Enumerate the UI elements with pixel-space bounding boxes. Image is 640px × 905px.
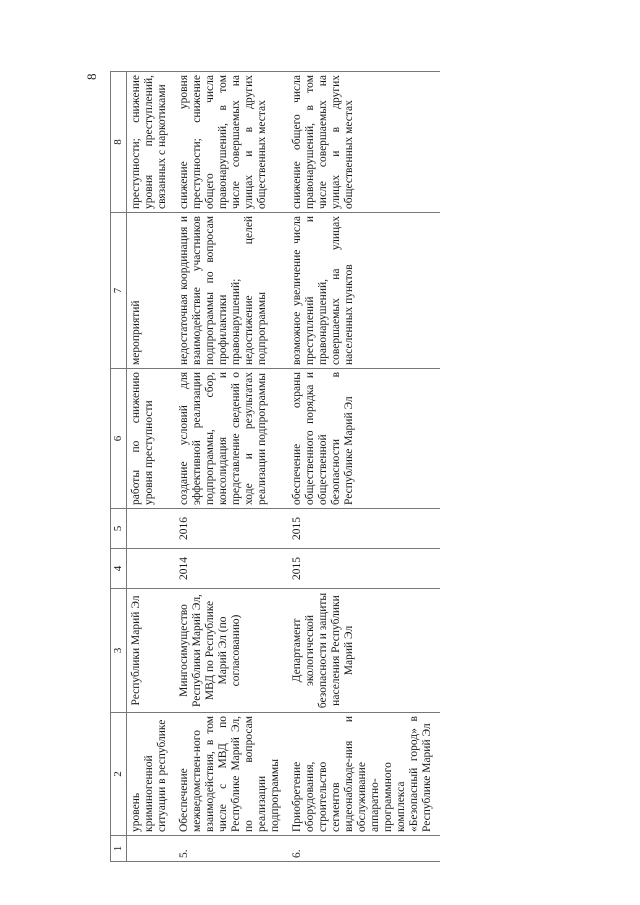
end-year: 2015 (288, 509, 440, 549)
rotated-table-container (110, 72, 570, 862)
page-number: 8 (84, 73, 99, 80)
start-year: 2014 (175, 549, 288, 589)
end-year (127, 509, 176, 549)
row-number: 5. (175, 836, 288, 862)
table-row (288, 72, 440, 862)
header-cell: 2 (111, 713, 127, 836)
table-row (175, 72, 288, 862)
responsible-executor: Республики Марий Эл (127, 589, 176, 713)
end-year: 2016 (175, 509, 288, 549)
related-indicators: снижение уровня преступности; снижение общего числа правонарушений, в том числе совершаемых на улицах и в других общественных местах (175, 72, 288, 213)
table-row (127, 72, 176, 862)
header-cell: 7 (111, 213, 127, 369)
table-header-row (111, 72, 127, 862)
header-cell: 4 (111, 549, 127, 589)
non-implementation-consequences: мероприятий (127, 213, 176, 369)
header-cell: 1 (111, 836, 127, 862)
header-cell: 3 (111, 589, 127, 713)
measures-table (110, 71, 440, 862)
non-implementation-consequences: возможное увеличение числа преступлений и правонарушений, совершаемых на улицах населенных пунктов (288, 213, 440, 369)
expected-result: создание условий для эффективной реализации подпрограммы, сбор, консолидация и представление сведений о ходе и результатах реализации подпрограммы (175, 369, 288, 509)
measure-name: Обеспечение межведомствен-ного взаимодействия, в том числе с МВД по Республике Марий Эл, по вопросам реализации подпрограммы (175, 713, 288, 836)
measure-name: уровень криминогенной ситуации в республике (127, 713, 176, 836)
related-indicators: снижение общего числа правонарушений, в том числе совершаемых на улицах и в других общественных местах (288, 72, 440, 213)
start-year: 2015 (288, 549, 440, 589)
measure-name: Приобретение оборудования, строительство сегментов видеонаблюде-ния и обслуживание аппаратно-программного комплекса «Безопасный город» в Республике Марий Эл (288, 713, 440, 836)
expected-result: обеспечение охраны общественного порядка и общественной безопасности в Республике Марий Эл (288, 369, 440, 509)
related-indicators: преступности; снижение уровня преступлений, связанных с наркотиками (127, 72, 176, 213)
header-cell: 5 (111, 509, 127, 549)
responsible-executor: Департамент экологической безопасности и защиты населения Республики Марий Эл (288, 589, 440, 713)
non-implementation-consequences: недостаточная координация и взаимодействие участников подпрограммы по вопросам профилактики правонарушений; недостижение целей подпрограммы (175, 213, 288, 369)
header-cell: 8 (111, 72, 127, 213)
responsible-executor: Мингосимущество Республики Марий Эл, МВД по Республике Марий Эл (по согласованию) (175, 589, 288, 713)
row-number: 6. (288, 836, 440, 862)
expected-result: работы по снижению уровня преступности (127, 369, 176, 509)
header-cell: 6 (111, 369, 127, 509)
row-number (127, 836, 176, 862)
start-year (127, 549, 176, 589)
